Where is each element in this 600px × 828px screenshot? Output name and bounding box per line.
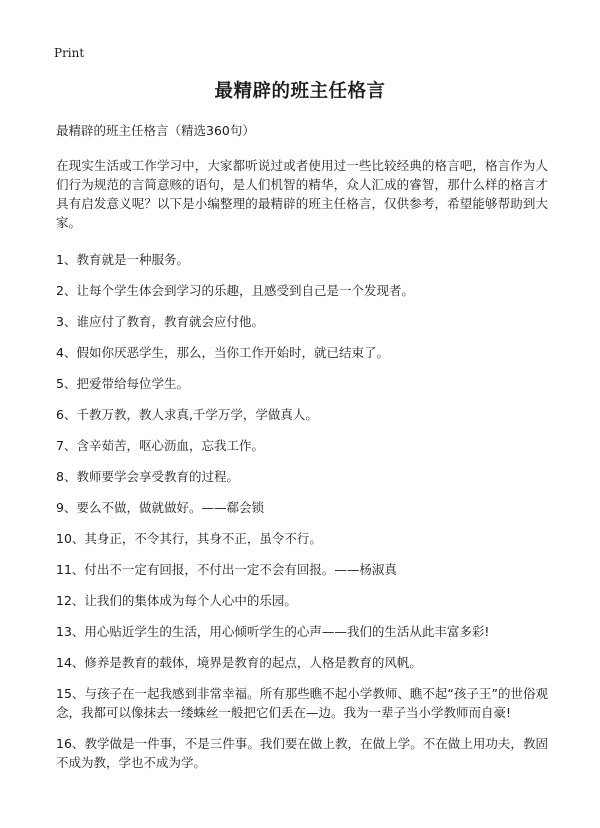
list-item: 8、教师要学会享受教育的过程。 (56, 469, 239, 484)
list-item: 1、教育就是一种服务。 (56, 252, 189, 267)
page-title: 最精辟的班主任格言 (214, 81, 386, 102)
list-item: 15、与孩子在一起我感到非常幸福。所有那些瞧不起小学教师、瞧不起“孩子王”的世俗观念，我都可以像抹去一缕蛛丝一般把它们丢在—边。我为一辈子当小学教师而自豪! (56, 686, 548, 720)
list-item: 2、让每个学生体会到学习的乐趣，且感受到自己是一个发现者。 (56, 283, 414, 298)
page-subtitle: 最精辟的班主任格言（精选360句） (56, 123, 255, 138)
list-item: 4、假如你厌恶学生，那么，当你工作开始时，就已结束了。 (56, 345, 389, 360)
list-item: 11、付出不一定有回报，不付出一定不会有回报。——杨淑真 (56, 562, 397, 577)
intro-paragraph: 在现实生活或工作学习中，大家都听说过或者使用过一些比较经典的格言吧，格言作为人们行为规范的言简意赅的语句，是人们机智的精华，众人汇成的睿智，那什么样的格言才具有启发意义呢？以下是小编整理的最精辟的班主任格言，仅供参考，希望能够帮助到大家。 (56, 158, 548, 230)
list-item: 3、谁应付了教育，教育就会应付他。 (56, 314, 264, 329)
list-item: 12、让我们的集体成为每个人心中的乐园。 (56, 593, 297, 608)
list-item: 13、用心贴近学生的生活，用心倾听学生的心声——我们的生活从此丰富多彩! (56, 624, 490, 639)
list-item: 5、把爱带给每位学生。 (56, 376, 189, 391)
list-item: 7、含辛茹苦，呕心沥血，忘我工作。 (56, 438, 264, 453)
list-item: 6、千教万教，教人求真,千学万学，学做真人。 (56, 407, 318, 422)
list-item: 16、教学做是一件事，不是三件事。我们要在做上教，在做上学。不在做上用功夫，教固不成为教，学也不成为学。 (56, 736, 548, 770)
list-item: 14、修养是教育的载体，境界是教育的起点，人格是教育的风帆。 (56, 655, 422, 670)
list-item: 10、其身正，不令其行，其身不正，虽令不行。 (56, 531, 322, 546)
quote-list (52, 250, 548, 772)
list-item: 9、要么不做，做就做好。——郗会锁 (56, 500, 264, 515)
print-link[interactable]: Print (54, 46, 85, 60)
